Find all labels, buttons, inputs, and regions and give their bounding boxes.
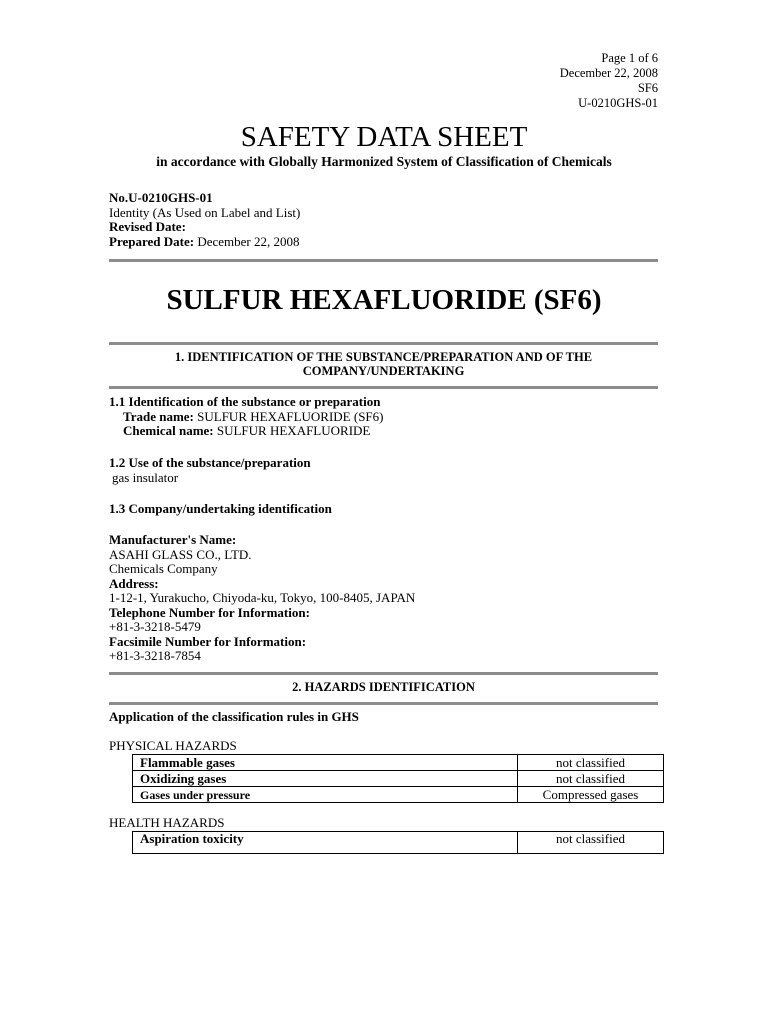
section-1-1 — [109, 395, 669, 439]
divider — [109, 342, 658, 345]
hazard-classification: Compressed gases — [518, 787, 664, 803]
table-row — [133, 832, 664, 854]
telephone-value: +81-3-3218-5479 — [109, 619, 201, 634]
hazard-name: Oxidizing gases — [133, 771, 518, 787]
hazard-name: Gases under pressure — [133, 787, 518, 803]
health-hazards-title: HEALTH HAZARDS — [109, 815, 225, 830]
section-1-heading — [109, 350, 658, 378]
hazard-classification: not classified — [518, 832, 664, 854]
table-row — [133, 771, 664, 787]
section-2-heading: 2. HAZARDS IDENTIFICATION — [292, 680, 475, 694]
section-1-2-title: 1.2 Use of the substance/preparation — [109, 455, 311, 470]
company-info — [109, 533, 669, 664]
fax-label: Facsimile Number for Information: — [109, 633, 307, 649]
section-1-heading-line2: COMPANY/UNDERTAKING — [302, 364, 465, 378]
prepared-date-value: December 22, 2008 — [197, 233, 300, 249]
header-date: December 22, 2008 — [559, 66, 658, 80]
health-hazards-table — [132, 831, 664, 854]
section-1-2 — [109, 456, 669, 485]
hazard-name: Flammable gases — [133, 755, 518, 771]
telephone-label: Telephone Number for Information: — [109, 604, 310, 620]
manufacturer-division: Chemicals Company — [109, 561, 218, 576]
document-number: No.U-0210GHS-01 — [109, 190, 213, 205]
prepared-date-label: Prepared Date: — [109, 233, 195, 249]
trade-name-line — [109, 410, 669, 425]
divider — [109, 702, 658, 705]
identity-line: Identity (As Used on Label and List) — [109, 204, 301, 220]
section-1-1-title: 1.1 Identification of the substance or preparation — [109, 394, 381, 409]
header-doc-id: U-0210GHS-01 — [578, 96, 658, 110]
hazard-name: Aspiration toxicity — [133, 832, 518, 854]
address-value: 1-12-1, Yurakucho, Chiyoda-ku, Tokyo, 100-8405, JAPAN — [109, 590, 416, 605]
chemical-name-label: Chemical name: — [123, 423, 214, 438]
product-name: SULFUR HEXAFLUORIDE (SF6) — [166, 284, 602, 316]
section-1-3 — [109, 502, 669, 517]
table-row — [133, 787, 664, 803]
manufacturer-name: ASAHI GLASS CO., LTD. — [109, 546, 252, 562]
address-label: Address: — [109, 575, 159, 591]
ghs-application — [109, 710, 669, 725]
fax-value: +81-3-3218-7854 — [109, 648, 201, 663]
page-number: Page 1 of 6 — [601, 51, 658, 65]
document-title: SAFETY DATA SHEET — [240, 121, 528, 153]
chemical-name-value: SULFUR HEXAFLUORIDE — [216, 423, 371, 438]
table-row — [133, 755, 664, 771]
use-value: gas insulator — [112, 469, 179, 485]
document-subtitle: in accordance with Globally Harmonized System of Classification of Chemicals — [156, 154, 612, 169]
revised-date-label: Revised Date: — [109, 219, 186, 234]
divider — [109, 386, 658, 389]
section-1-3-title: 1.3 Company/undertaking identification — [109, 501, 332, 516]
trade-name-label: Trade name: — [123, 408, 194, 424]
chemical-name-line — [109, 424, 669, 439]
divider — [109, 672, 658, 675]
physical-hazards-title: PHYSICAL HAZARDS — [109, 738, 237, 753]
document-meta — [109, 191, 300, 249]
hazard-classification: not classified — [518, 771, 664, 787]
ghs-application-text: Application of the classification rules in GHS — [109, 709, 359, 724]
page-header — [560, 51, 658, 111]
header-product-code: SF6 — [637, 81, 658, 95]
prepared-date-line — [109, 235, 300, 250]
divider — [109, 259, 658, 262]
physical-hazards-table — [132, 754, 664, 803]
manufacturer-label: Manufacturer's Name: — [109, 532, 237, 547]
trade-name-value: SULFUR HEXAFLUORIDE (SF6) — [197, 408, 384, 424]
hazard-classification: not classified — [518, 755, 664, 771]
section-1-heading-line1: 1. IDENTIFICATION OF THE SUBSTANCE/PREPARATION AND OF THE — [174, 350, 593, 364]
